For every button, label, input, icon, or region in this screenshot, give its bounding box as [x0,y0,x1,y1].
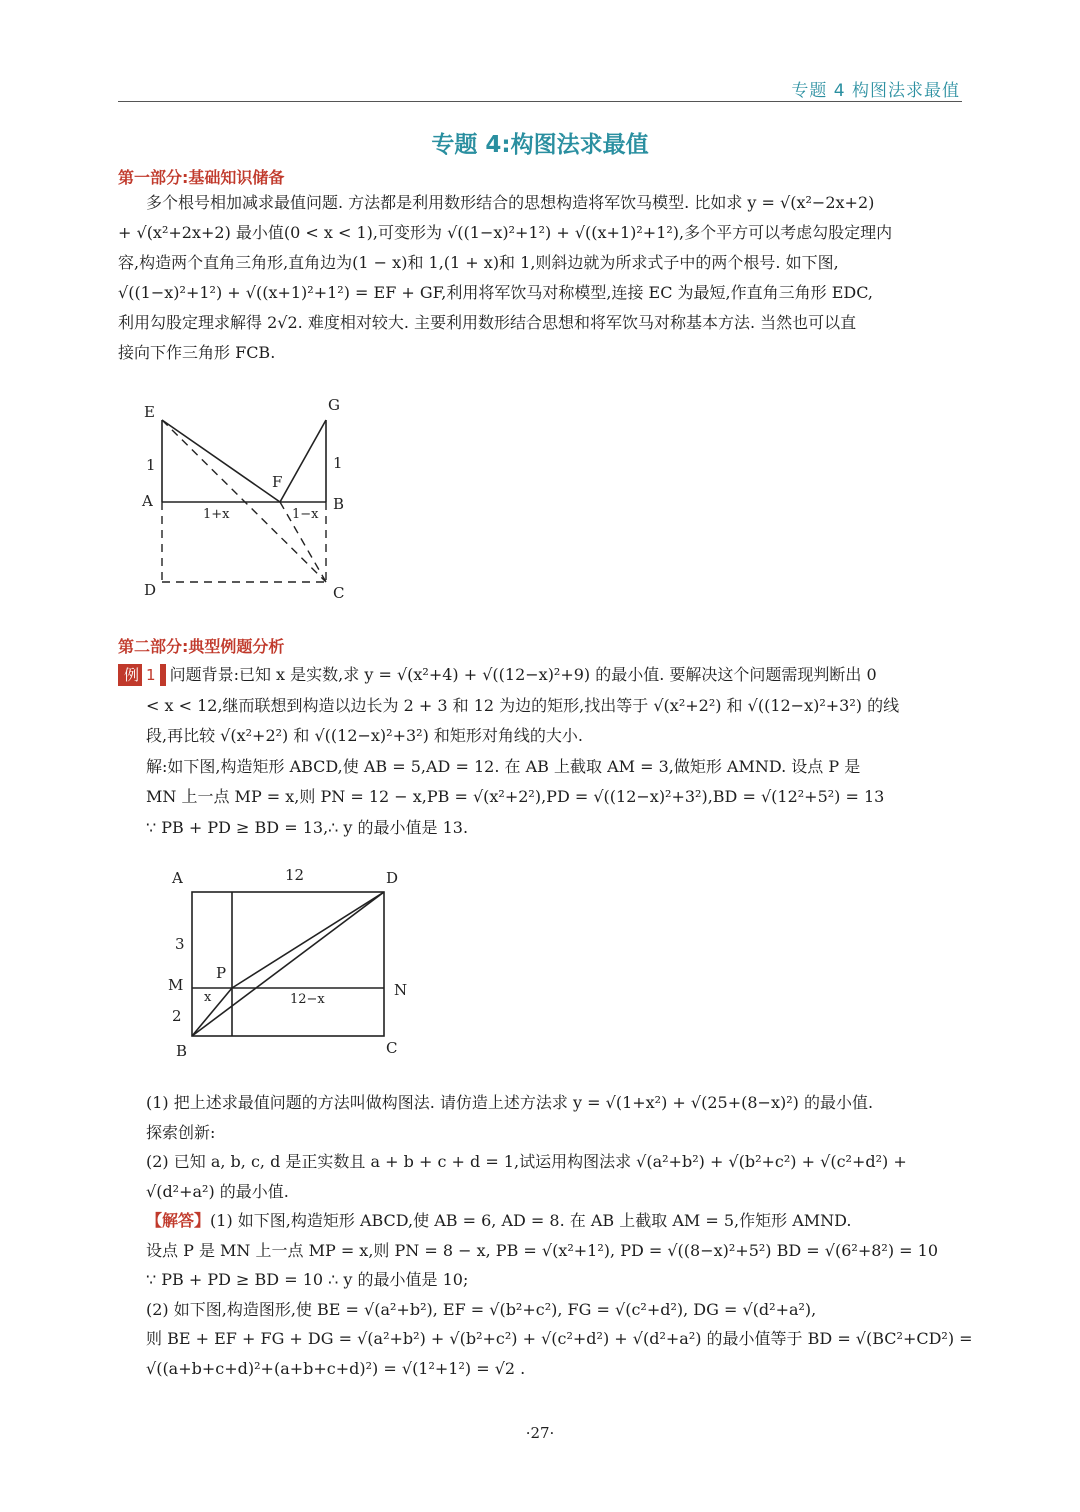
text-line: 多个根号相加减求最值问题. 方法都是利用数形结合的思想构造将军饮马模型. 比如求 y = √(x²−2x+2) [146,193,875,212]
label-d: D [386,869,399,887]
answer-tag: 【解答】 [146,1211,211,1230]
figure-1-diagram [130,392,370,607]
text-line: 段,再比较 √(x²+2²) 和 √((12−x)²+3²) 和矩形对角线的大小. [146,726,584,745]
page-title: 专题 4:构图法求最值 [431,132,649,158]
figure-2-diagram [160,862,420,1067]
text-line: 容,构造两个直角三角形,直角边为(1 − x)和 1,(1 + x)和 1,则斜边就为所求式子中的两个根号. 如下图, [118,253,839,272]
label-a: A [142,492,153,510]
running-header: 专题 4 构图法求最值 [791,81,960,101]
label-b: B [176,1042,188,1060]
segment-pd [232,892,384,988]
segment-ec-dashed [162,420,326,582]
text-line: + √(x²+2x+2) 最小值(0 < x < 1),可变形为 √((1−x)²+1²) + √((x+1)²+1²),多个平方可以考虑勾股定理内 [118,223,893,242]
part1-heading: 第一部分:基础知识储备 [118,168,285,187]
text-line: (2) 已知 a, b, c, d 是正实数且 a + b + c + d = 1,试运用构图法求 √(a²+b²) + √(b²+c²) + √(c²+d²) + [146,1152,907,1172]
text-line [118,660,964,691]
answer-text [146,1206,973,1384]
label-12: 12 [285,866,305,884]
part1-text [118,188,964,368]
label-c: C [333,584,345,602]
label-m: M [168,976,184,994]
text-line: 解:如下图,构造矩形 ABCD,使 AB = 5,AD = 12. 在 AB 上截取 AM = 3,做矩形 AMND. 设点 P 是 [146,756,861,776]
label-right-1: 1 [333,454,343,472]
label-3: 3 [175,935,185,953]
example-1-text [118,660,964,843]
page-number: ·27· [525,1424,555,1442]
segment-bp [192,988,232,1036]
part2-heading: 第二部分:典型例题分析 [118,637,285,656]
text-line: √(d²+a²) 的最小值. [146,1181,289,1201]
text-line: (1) 把上述求最值问题的方法叫做构图法. 请仿造上述方法求 y = √(1+x²) + √(25+(8−x)²) 的最小值. [146,1093,874,1112]
text-line: 则 BE + EF + FG + DG = √(a²+b²) + √(b²+c²) + √(c²+d²) + √(d²+a²) 的最小值等于 BD = √(BC²+CD²) = [146,1329,973,1349]
label-b: B [333,495,345,513]
text-line: 利用勾股定理求解得 2√2. 难度相对较大. 主要利用数形结合思想和将军饮马对称基本方法. 当然也可以直 [118,313,857,332]
label-p: P [216,964,227,982]
example-number: 1 [142,664,160,686]
text-line: ∵ PB + PD ≥ BD = 10 ∴ y 的最小值是 10; [146,1270,469,1290]
label-1-minus-x: 1−x [292,507,319,522]
label-n: N [394,981,408,999]
text-line: 探索创新: [146,1122,216,1142]
example-badge [118,664,166,686]
answer-first-line: (1) 如下图,构造矩形 ABCD,使 AB = 6, AD = 8. 在 AB 上截取 AM = 5,作矩形 AMND. [210,1211,852,1230]
text-line [146,1206,966,1236]
header-rule [118,101,962,102]
text-line: √((1−x)²+1²) + √((x+1)²+1²) = EF + GF,利用将军饮马对称模型,连接 EC 为最短,作直角三角形 EDC, [118,283,873,302]
label-12-minus-x: 12−x [290,992,325,1007]
text-line: MN 上一点 MP = x,则 PN = 12 − x,PB = √(x²+2²),PD = √((12−x)²+3²),BD = √(12²+5²) = 13 [146,787,885,806]
label-a: A [172,869,183,887]
segment-ef [162,420,283,502]
text-line: 设点 P 是 MN 上一点 MP = x,则 PN = 8 − x, PB = √(x²+1²), PD = √((8−x)²+5²) BD = √(6²+8²) = 10 [146,1240,939,1260]
text-line: < x < 12,继而联想到构造以边长为 2 + 3 和 12 为边的矩形,找出等于 √(x²+2²) 和 √((12−x)²+3²) 的线 [146,695,900,715]
text-line: 接向下作三角形 FCB. [118,343,276,362]
label-2: 2 [172,1007,182,1025]
example-label: 例 [124,666,140,684]
label-g: G [328,396,340,414]
label-c: C [386,1039,398,1057]
questions-text [146,1088,966,1206]
text-line: ∵ PB + PD ≥ BD = 13,∴ y 的最小值是 13. [146,817,469,837]
label-f: F [272,473,283,491]
example-line: 问题背景:已知 x 是实数,求 y = √(x²+4) + √((12−x)²+9) 的最小值. 要解决这个问题需现判断出 0 [169,665,877,684]
label-left-1: 1 [146,456,156,474]
segment-fg [280,420,326,502]
label-e: E [144,403,155,421]
label-d: D [144,581,157,599]
text-line: √((a+b+c+d)²+(a+b+c+d)²) = √(1²+1²) = √2 . [146,1358,526,1378]
label-1-plus-x: 1+x [203,507,230,522]
label-x: x [204,990,212,1005]
text-line: (2) 如下图,构造图形,使 BE = √(a²+b²), EF = √(b²+c²), FG = √(c²+d²), DG = √(d²+a²), [146,1299,817,1319]
